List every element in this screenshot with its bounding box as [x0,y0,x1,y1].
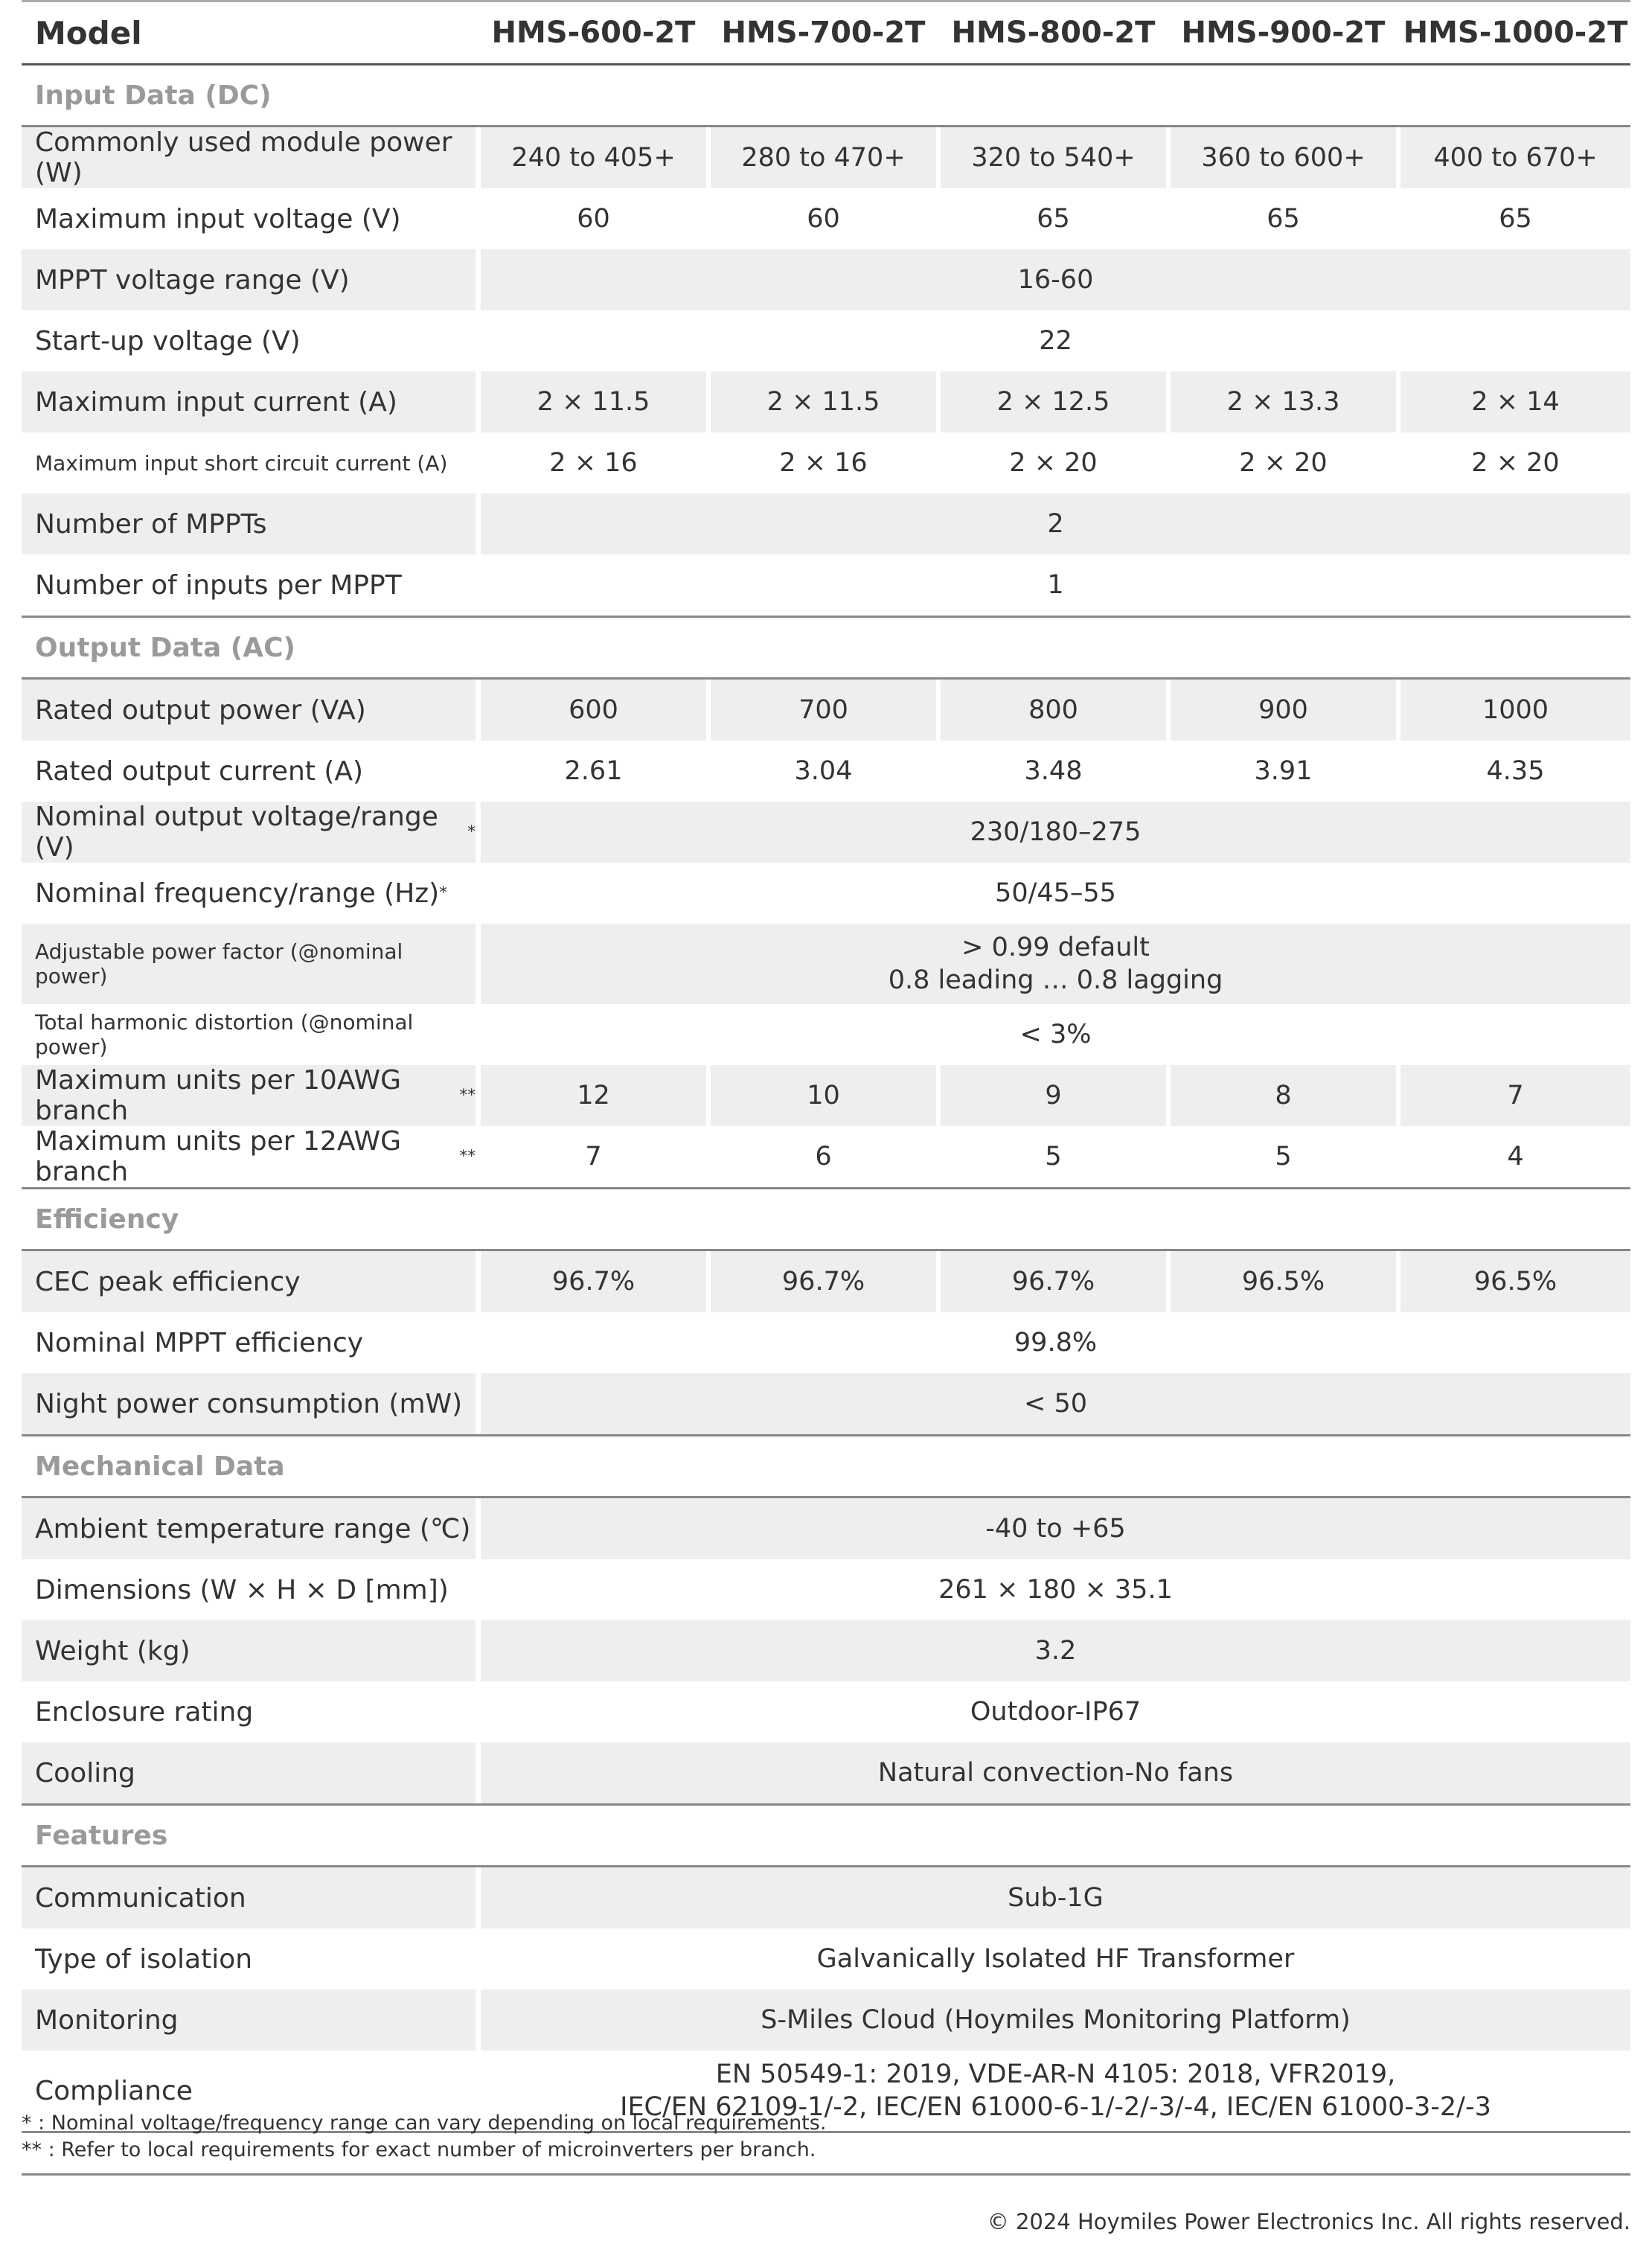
value-cell: 60 [577,204,610,234]
value-cell: 10 [711,1065,936,1126]
table-row [22,1373,1630,1436]
table-row [22,1004,1630,1065]
row-label-text: Rated output current (A) [35,755,364,787]
value-cell: 96.5% [1171,1251,1396,1312]
model-name: HMS-600-2T [491,16,696,50]
row-label: Maximum units per 12AWG branch ** [35,1126,476,1187]
row-label-text: CEC peak efficiency [35,1266,301,1297]
row-label-text: Rated output power (VA) [35,694,366,726]
section-title: Input Data (DC) [35,80,272,111]
table-row [22,680,1630,741]
merged-value-cell: -40 to +65 [481,1498,1630,1559]
table-row [22,1681,1630,1742]
row-label-text: Commonly used module power (W) [35,127,452,188]
value-cell: 4 [1507,1142,1524,1172]
row-label-text: Dimensions (W × H × D [mm]) [35,1574,449,1605]
value-cell: 3.04 [794,756,853,786]
section-header [22,1189,1630,1251]
value-cell: 65 [1037,204,1070,234]
value-line: IEC/EN 62109-1/-2, IEC/EN 61000-6-1/-2/-3/-4, IEC/EN 61000-3-2/-3 [620,2092,1491,2122]
table-row [22,1742,1630,1806]
footnotes [22,2110,1630,2164]
row-label [22,493,476,554]
merged-value-cell: < 50 [481,1373,1630,1434]
row-label [22,371,476,432]
merged-value-cell: S-Miles Cloud (Hoymiles Monitoring Platform) [481,1989,1630,2051]
row-label [22,1004,476,1065]
merged-value-cell: 22 [1039,326,1072,356]
row-label-text: Weight (kg) [35,1635,191,1666]
table-row [22,188,1630,249]
table-row [22,1498,1630,1559]
row-label-text: Cooling [35,1757,135,1789]
value-cell: 240 to 405+ [481,127,706,188]
table-row [22,1126,1630,1189]
row-label-text: Start-up voltage (V) [35,325,301,357]
value-cell: 96.7% [481,1251,706,1312]
section-title: Mechanical Data [35,1451,285,1482]
table-row [22,1559,1630,1620]
row-label [22,1681,476,1742]
value-cell: 7 [1400,1065,1630,1126]
value-cell: 2 × 20 [1471,448,1560,478]
row-label [22,924,476,1004]
table-row [22,310,1630,371]
row-label [22,1559,476,1620]
value-cell: 65 [1267,204,1300,234]
row-label: Nominal output voltage/range (V) * [22,802,476,863]
row-label-text: Ambient temperature range (℃) [35,1513,471,1544]
value-line: 0.8 leading … 0.8 lagging [888,965,1223,995]
footer-divider [22,2173,1630,2176]
section-title: Efficiency [35,1204,179,1235]
merged-value-cell: Sub-1G [481,1867,1630,1928]
table-row [22,249,1630,310]
row-label-text: Communication [35,1882,246,1914]
merged-value-cell: < 3% [1019,1020,1092,1049]
model-name: HMS-700-2T [721,16,926,50]
row-label [22,1620,476,1681]
value-cell: 7 [585,1142,602,1172]
value-cell: 400 to 670+ [1400,127,1630,188]
merged-value-cell: Natural convection-No fans [481,1742,1630,1803]
row-label [22,249,476,310]
value-line: > 0.99 default [961,933,1150,962]
merged-value-cell: 50/45–55 [995,878,1116,908]
row-label [22,1251,476,1312]
table-row [22,432,1630,493]
value-cell: 900 [1171,680,1396,741]
row-label-text: Adjustable power factor (@nominal power) [35,939,403,988]
value-cell: 2 × 12.5 [941,371,1166,432]
value-cell: 12 [481,1065,706,1126]
row-label-text: Type of isolation [35,1943,253,1975]
table-row [22,1312,1630,1373]
row-label: Nominal frequency/range (Hz) * [35,878,448,909]
merged-value-cell: 261 × 180 × 35.1 [938,1575,1173,1605]
merged-value-cell: 99.8% [1014,1328,1098,1358]
table-row [22,924,1630,1004]
row-label [22,1867,476,1928]
merged-value-cell: 230/180–275 [481,802,1630,863]
value-cell: 96.7% [941,1251,1166,1312]
value-cell: 2 × 11.5 [481,371,706,432]
table-row [22,863,1630,924]
row-label-text: Number of MPPTs [35,508,267,540]
value-cell: 700 [711,680,936,741]
row-label-text: Nominal frequency/range (Hz) [35,878,440,909]
row-label-text: Enclosure rating [35,1696,254,1727]
merged-value-cell: 3.2 [481,1620,1630,1681]
merged-value-cell: 1 [1047,570,1064,600]
value-cell: 6 [815,1142,832,1172]
row-label [22,1373,476,1434]
value-cell: 2 × 16 [779,448,868,478]
table-row [22,1620,1630,1681]
table-row [22,1989,1630,2051]
model-label: Model [35,14,142,51]
row-label-text: Maximum input voltage (V) [35,203,401,234]
row-label-text: Compliance [35,2075,193,2106]
row-label [22,1742,476,1803]
table-row [22,802,1630,863]
row-label-text: MPPT voltage range (V) [35,264,350,295]
value-cell: 96.7% [711,1251,936,1312]
model-name: HMS-1000-2T [1403,16,1628,50]
footnote: * : Nominal voltage/frequency range can vary depending on local requirements. [22,2112,827,2135]
row-label [22,188,476,249]
row-label [22,1312,476,1373]
row-label [22,1989,476,2051]
table-row [22,1928,1630,1989]
value-cell: 600 [481,680,706,741]
row-label: Maximum units per 10AWG branch ** [22,1065,476,1126]
section-header [22,65,1630,127]
row-label [22,432,476,493]
value-cell: 1000 [1400,680,1630,741]
model-name: HMS-800-2T [951,16,1156,50]
table-row [22,741,1630,802]
row-label-text: Maximum input current (A) [35,386,397,418]
value-cell: 5 [1045,1142,1062,1172]
model-name: HMS-900-2T [1181,16,1386,50]
table-row [22,127,1630,188]
table-header [22,0,1630,65]
value-cell: 320 to 540+ [941,127,1166,188]
row-label-text: Number of inputs per MPPT [35,569,402,601]
value-cell: 60 [807,204,840,234]
section-header [22,1806,1630,1867]
value-cell: 3.91 [1254,756,1313,786]
row-label [22,1928,476,1989]
value-cell: 360 to 600+ [1171,127,1396,188]
row-label [22,310,476,371]
row-label-text: Nominal MPPT efficiency [35,1327,364,1358]
value-cell: 65 [1499,204,1532,234]
section-header [22,1436,1630,1498]
value-cell: 2.61 [564,756,623,786]
value-cell: 2 × 13.3 [1171,371,1396,432]
table-row [22,1065,1630,1126]
value-cell: 5 [1275,1142,1292,1172]
row-label [22,127,476,188]
row-label-text: Monitoring [35,2004,179,2036]
value-cell: 3.48 [1024,756,1083,786]
row-label [22,741,476,802]
value-cell: 4.35 [1486,756,1545,786]
spec-table [22,0,1630,2133]
merged-value-cell [481,924,1630,1004]
section-title: Output Data (AC) [35,632,295,663]
value-cell: 9 [941,1065,1166,1126]
section-header [22,618,1630,680]
row-label-text: Total harmonic distortion (@nominal power) [35,1010,414,1059]
row-label [22,554,476,616]
value-cell: 280 to 470+ [711,127,936,188]
table-row [22,371,1630,432]
value-cell: 8 [1171,1065,1396,1126]
value-cell: 96.5% [1400,1251,1630,1312]
row-label-text: Night power consumption (mW) [35,1388,463,1419]
row-label-text: Maximum units per 10AWG branch [35,1065,401,1126]
table-row [22,493,1630,554]
value-cell: 2 × 20 [1239,448,1328,478]
merged-value-cell: 2 [481,493,1630,554]
value-cell: 800 [941,680,1166,741]
copyright: © 2024 Hoymiles Power Electronics Inc. All rights reserved. [987,2209,1630,2234]
table-row [22,1867,1630,1928]
row-label [22,1498,476,1559]
row-label-text: Maximum units per 12AWG branch [35,1126,401,1187]
row-label-text: Nominal output voltage/range (V) [35,802,438,863]
table-row [22,1251,1630,1312]
section-title: Features [35,1820,168,1851]
value-cell: 2 × 11.5 [711,371,936,432]
value-line: EN 50549-1: 2019, VDE-AR-N 4105: 2018, VFR2019, [715,2059,1396,2089]
merged-value-cell: Outdoor-IP67 [970,1697,1142,1727]
merged-value-cell: 16-60 [481,249,1630,310]
row-label-text: Maximum input short circuit current (A) [35,450,448,476]
footnote: ** : Refer to local requirements for exact number of microinverters per branch. [22,2138,816,2161]
value-cell: 2 × 14 [1400,371,1630,432]
merged-value-cell: Galvanically Isolated HF Transformer [816,1944,1295,1974]
table-row [22,554,1630,618]
row-label [22,680,476,741]
value-cell: 2 × 20 [1009,448,1098,478]
value-cell: 2 × 16 [549,448,638,478]
